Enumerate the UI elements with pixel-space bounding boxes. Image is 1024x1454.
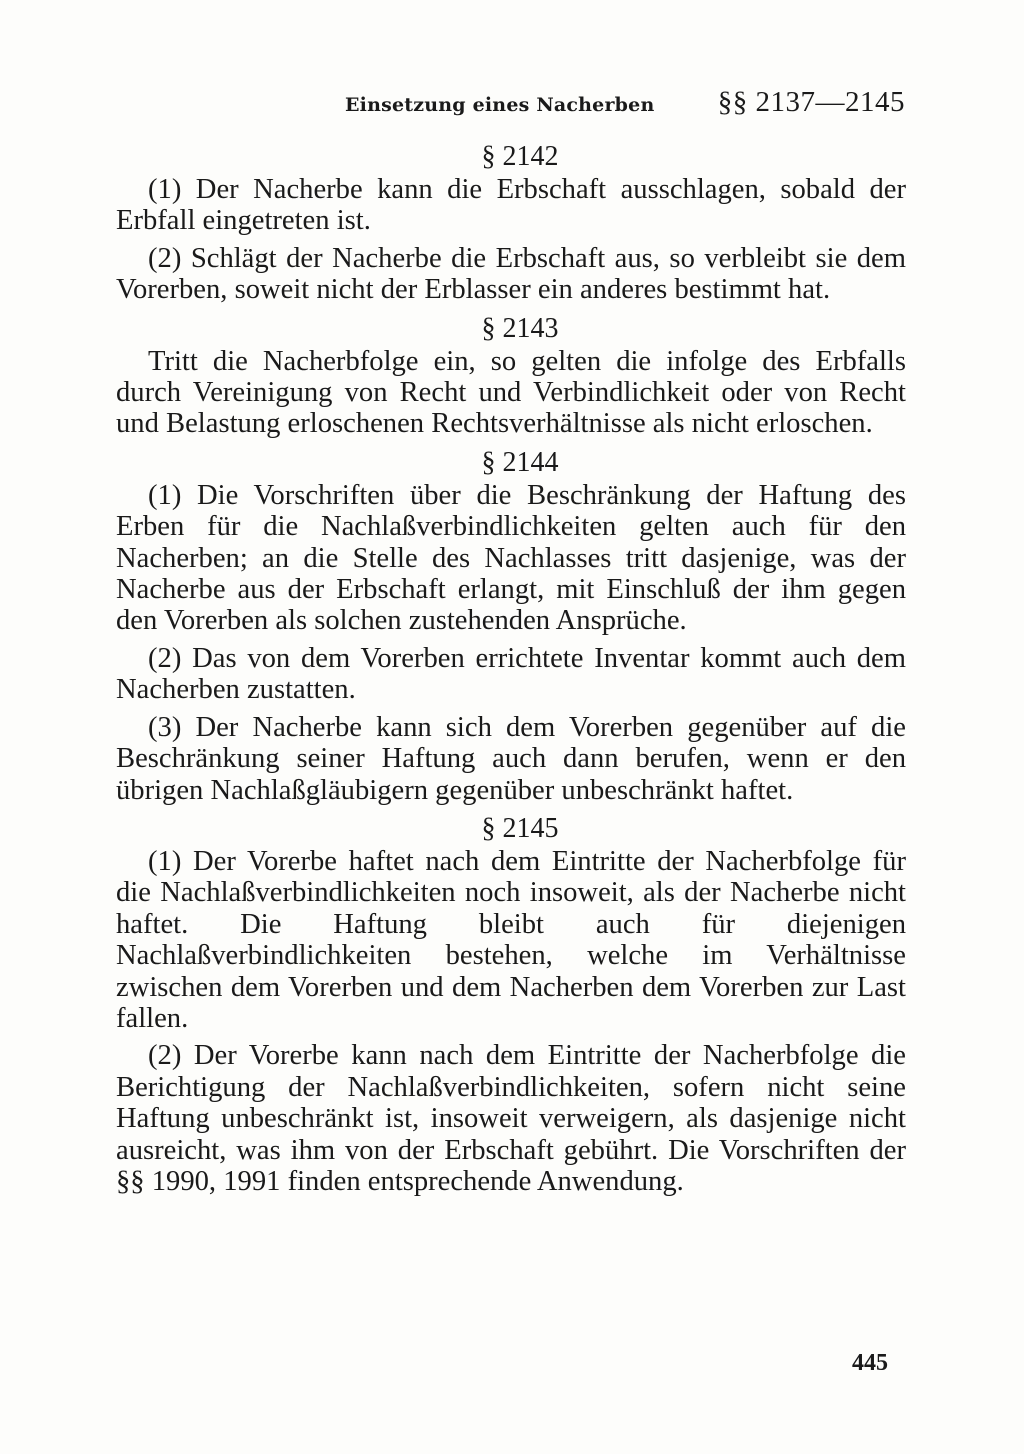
header-section-range: §§ 2137—2145	[717, 86, 905, 118]
section-heading: § 2143	[481, 312, 559, 344]
document-body	[116, 140, 906, 1203]
header-title: Einsetzung eines Nacherben	[345, 94, 655, 116]
running-header	[345, 86, 905, 122]
page-number: 445	[852, 1350, 888, 1376]
paragraph: (2) Schlägt der Nacherbe die Erbschaft aus, so verbleibt sie dem Vorerben, soweit nicht der Erblasser ein anderes bestimmt hat.	[116, 242, 906, 306]
section-heading: § 2144	[481, 446, 559, 478]
paragraph: (1) Der Vorerbe haftet nach dem Eintritte der Nacherbfolge für die Nachlaßverbindlichkeiten noch insoweit, als der Nacherbe nicht haftet. Die Haftung bleibt auch für diejenigen Nachlaßverbindlichkeiten bestehen, welche im Verhältnisse zwischen dem Vorerben und dem Nacherben dem Vorerben zur Last fallen.	[116, 845, 906, 1034]
paragraph: (2) Das von dem Vorerben errichtete Inventar kommt auch dem Nacherben zustatten.	[116, 642, 906, 706]
paragraph: (3) Der Nacherbe kann sich dem Vorerben gegenüber auf die Beschränkung seiner Haftung auch dann berufen, wenn er den übrigen Nachlaßgläubigern gegenüber unbeschränkt haftet.	[116, 711, 906, 806]
section-heading: § 2145	[481, 812, 559, 844]
section-heading: § 2142	[481, 141, 559, 172]
paragraph: (2) Der Vorerbe kann nach dem Eintritte der Nacherbfolge die Berichtigung der Nachlaßverbindlichkeiten, sofern nicht seine Haftung unbeschränkt ist, insoweit verweigern, als dasjenige nicht ausreicht, was ihm von der Erbschaft gebührt. Die Vorschriften der §§ 1990, 1991 finden entsprechende Anwendung.	[116, 1040, 906, 1197]
section-2143	[116, 312, 906, 440]
paragraph: (1) Die Vorschriften über die Beschränkung der Haftung des Erben für die Nachlaßverbindlichkeiten gelten auch für den Nacherben; an die Stelle des Nachlasses tritt dasjenige, was der Nacherbe aus der Erbschaft erlangt, mit Einschluß der ihm gegen den Vorerben als solchen zustehenden Ansprüche.	[116, 479, 906, 637]
paragraph: (1) Der Nacherbe kann die Erbschaft ausschlagen, sobald der Erbfall eingetreten ist.	[116, 174, 906, 237]
section-2144	[116, 446, 906, 806]
paragraph: Tritt die Nacherbfolge ein, so gelten die infolge des Erbfalls durch Vereinigung von Recht und Verbindlichkeit oder von Recht und Belastung erloschenen Rechtsverhältnisse als nicht erloschen.	[116, 345, 906, 440]
section-2142	[116, 140, 906, 306]
section-2145	[116, 812, 906, 1197]
